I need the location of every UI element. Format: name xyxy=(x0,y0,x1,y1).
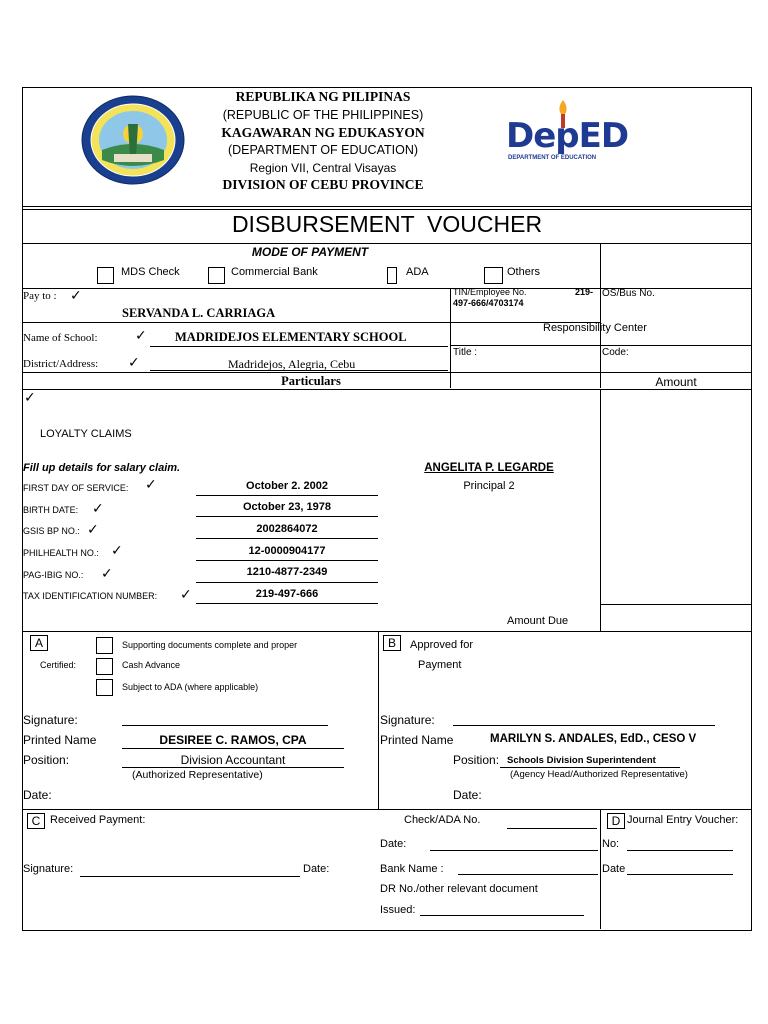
journal-entry-voucher-label: Journal Entry Voucher: xyxy=(627,814,739,826)
subject-to-ada-checkbox[interactable] xyxy=(96,679,113,696)
signature-label: Signature: xyxy=(23,863,74,875)
underline xyxy=(196,560,378,561)
underline xyxy=(150,346,448,347)
approved-for-label: Approved for xyxy=(410,639,473,651)
position-label: Position: xyxy=(453,753,500,767)
ada-checkbox[interactable] xyxy=(387,267,397,284)
divider xyxy=(450,288,451,388)
voucher-title: DISBURSEMENT VOUCHER xyxy=(231,211,543,237)
check-ada-no-label: Check/ADA No. xyxy=(404,814,481,826)
check-mark-icon: ✓ xyxy=(135,328,147,344)
detail-field-value: 12-0000904177 xyxy=(248,545,326,557)
particulars-label: Particulars xyxy=(281,374,341,388)
payee-name: SERVANDA L. CARRIAGA xyxy=(122,306,276,320)
title-label: Title : xyxy=(453,347,478,358)
printed-name-label: Printed Name xyxy=(380,733,454,747)
district-value: Madridejos, Alegria, Cebu xyxy=(228,357,356,371)
code-label: Code: xyxy=(602,347,629,358)
principal-title: Principal 2 xyxy=(463,480,515,492)
position-label: Position: xyxy=(23,753,70,767)
signature-label: Signature: xyxy=(380,713,435,727)
divider xyxy=(22,206,752,207)
detail-field-label: PAG-IBIG NO.: xyxy=(23,570,84,580)
deped-logo-sub: DEPARTMENT OF EDUCATION xyxy=(508,155,597,161)
accountant-position-sub: (Authorized Representative) xyxy=(132,769,263,781)
school-label: Name of School: xyxy=(23,332,98,344)
underline xyxy=(196,516,378,517)
divider xyxy=(22,372,752,373)
detail-field-value: 219-497-666 xyxy=(255,588,319,600)
divider xyxy=(22,243,752,244)
header-line3: KAGAWARAN NG EDUKASYON xyxy=(221,125,425,140)
check-mark-icon: ✓ xyxy=(24,390,36,406)
underline xyxy=(196,495,378,496)
certified-label: Certified: xyxy=(40,660,77,670)
commercial-bank-checkbox[interactable] xyxy=(208,267,225,284)
deped-logo-text: DepED xyxy=(506,116,629,156)
jev-no-label: No: xyxy=(602,838,620,850)
header-line1: REPUBLIKA NG PILIPINAS xyxy=(235,89,411,104)
principal-name: ANGELITA P. LEGARDE xyxy=(424,462,554,474)
divider xyxy=(600,809,601,929)
date-label: Date: xyxy=(453,788,482,802)
jev-no-line[interactable] xyxy=(627,850,733,851)
underline xyxy=(196,603,378,604)
subject-to-ada-label: Subject to ADA (where applicable) xyxy=(122,682,259,692)
ada-label: ADA xyxy=(406,266,429,278)
supporting-docs-label: Supporting documents complete and proper xyxy=(122,640,298,650)
section-a-label: A xyxy=(30,635,48,651)
detail-field-value: October 2. 2002 xyxy=(246,480,328,492)
divider xyxy=(22,631,752,632)
tin-value-part2: 497-666/4703174 xyxy=(453,298,524,308)
header-line5: Region VII, Central Visayas xyxy=(249,161,397,175)
check-ada-no-line[interactable] xyxy=(507,828,597,829)
issued-label: Issued: xyxy=(380,904,416,916)
detail-field-label: GSIS BP NO.: xyxy=(23,526,80,536)
detail-field-label: BIRTH DATE: xyxy=(23,505,79,515)
divider xyxy=(22,209,752,210)
check-mark-icon: ✓ xyxy=(145,477,157,493)
signature-label: Signature: xyxy=(23,713,78,727)
jev-date-line[interactable] xyxy=(627,874,733,875)
tin-value-part1: 219- xyxy=(575,287,594,297)
superintendent-position: Schools Division Superintendent xyxy=(507,755,656,766)
section-d-label: D xyxy=(607,813,625,829)
printed-name-label: Printed Name xyxy=(23,733,97,747)
others-label: Others xyxy=(507,266,541,278)
bank-name-line[interactable] xyxy=(458,874,598,875)
check-mark-icon: ✓ xyxy=(101,566,113,582)
responsibility-center-label: Responsibility Center xyxy=(543,322,647,334)
deped-logo xyxy=(506,98,629,168)
underline xyxy=(196,582,378,583)
tin-label: TIN/Employee No. xyxy=(453,287,527,297)
underline xyxy=(500,767,680,768)
cash-advance-label: Cash Advance xyxy=(122,660,181,670)
date-line[interactable] xyxy=(430,850,598,851)
others-checkbox[interactable] xyxy=(484,267,503,284)
bank-name-label: Bank Name : xyxy=(380,863,444,875)
amount-due-label: Amount Due xyxy=(507,615,569,627)
jev-date-label: Date xyxy=(602,863,626,875)
commercial-bank-label: Commercial Bank xyxy=(231,266,318,278)
detail-field-value: 2002864072 xyxy=(256,523,318,535)
divider xyxy=(600,389,601,632)
mds-check-label: MDS Check xyxy=(121,266,180,278)
section-b-label: B xyxy=(383,635,401,651)
dr-no-label: DR No./other relevant document xyxy=(380,883,538,895)
cebu-seal-icon xyxy=(80,94,186,186)
check-mark-icon: ✓ xyxy=(180,587,192,603)
os-bus-no-label: OS/Bus No. xyxy=(602,288,655,299)
cash-advance-checkbox[interactable] xyxy=(96,658,113,675)
detail-field-label: TAX IDENTIFICATION NUMBER: xyxy=(23,591,158,601)
divider xyxy=(378,631,379,809)
supporting-docs-checkbox[interactable] xyxy=(96,637,113,654)
amount-label: Amount xyxy=(655,375,697,389)
check-mark-icon: ✓ xyxy=(70,288,82,304)
header-line6: DIVISION OF CEBU PROVINCE xyxy=(222,177,424,192)
fill-note: Fill up details for salary claim. xyxy=(23,462,181,474)
superintendent-position-sub: (Agency Head/Authorized Representative) xyxy=(510,769,688,780)
detail-field-label: PHILHEALTH NO.: xyxy=(23,548,99,558)
accountant-name: DESIREE C. RAMOS, CPA xyxy=(159,733,307,747)
underline xyxy=(196,538,378,539)
check-mark-icon: ✓ xyxy=(111,543,123,559)
divider xyxy=(450,345,752,346)
date-label: Date: xyxy=(23,788,52,802)
mds-check-checkbox[interactable] xyxy=(97,267,114,284)
header-line2: (REPUBLIC OF THE PHILIPPINES) xyxy=(222,108,424,122)
date-label: Date: xyxy=(380,838,407,850)
detail-field-label: FIRST DAY OF SERVICE: xyxy=(23,483,129,493)
signature-line[interactable] xyxy=(453,725,715,726)
signature-line[interactable] xyxy=(122,725,328,726)
date-label: Date: xyxy=(303,863,330,875)
divider xyxy=(600,604,752,605)
check-mark-icon: ✓ xyxy=(128,355,140,371)
divider xyxy=(22,809,752,810)
pay-to-label: Pay to : xyxy=(23,290,57,302)
section-c-label: C xyxy=(27,813,45,829)
mode-of-payment-label: MODE OF PAYMENT xyxy=(251,245,369,259)
underline xyxy=(150,370,448,371)
detail-field-value: 1210-4877-2349 xyxy=(246,566,328,578)
payment-label: Payment xyxy=(418,659,462,671)
received-payment-label: Received Payment: xyxy=(50,814,146,826)
check-mark-icon: ✓ xyxy=(92,501,104,517)
underline xyxy=(122,767,344,768)
issued-line[interactable] xyxy=(420,915,584,916)
underline xyxy=(122,748,344,749)
divider xyxy=(22,322,600,323)
superintendent-name: MARILYN S. ANDALES, EdD., CESO V xyxy=(490,733,697,745)
divider xyxy=(22,389,752,390)
claim-type: LOYALTY CLAIMS xyxy=(40,428,132,440)
district-label: District/Address: xyxy=(23,358,99,370)
check-mark-icon: ✓ xyxy=(87,522,99,538)
header-line4: (DEPARTMENT OF EDUCATION) xyxy=(227,143,419,157)
divider xyxy=(600,243,601,388)
accountant-position: Division Accountant xyxy=(180,753,286,767)
signature-line[interactable] xyxy=(80,876,300,877)
detail-field-value: October 23, 1978 xyxy=(242,501,332,513)
school-name: MADRIDEJOS ELEMENTARY SCHOOL xyxy=(175,330,407,344)
